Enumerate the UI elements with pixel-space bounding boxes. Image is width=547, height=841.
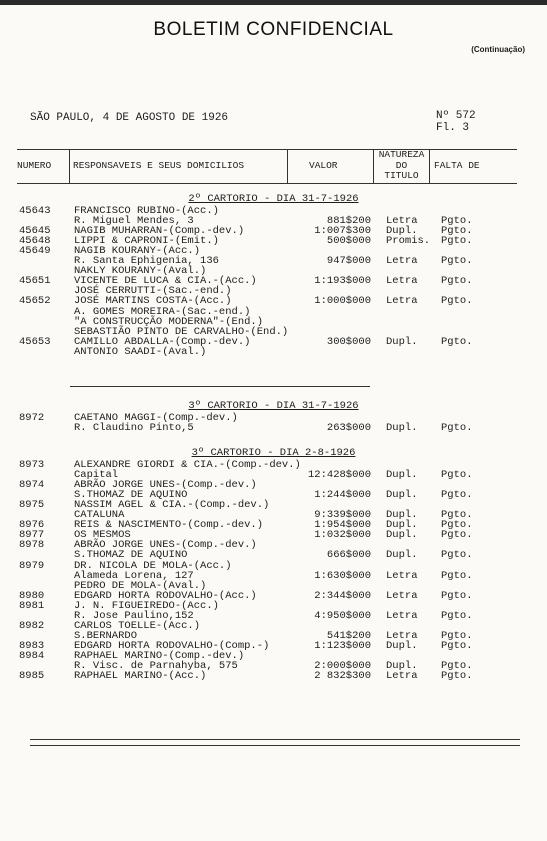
row-responsavel: S.THOMAZ DE AQUINO bbox=[74, 549, 188, 562]
row-number: 45653 bbox=[19, 335, 51, 348]
row-natureza: Dupl. bbox=[386, 549, 418, 562]
row-falta: Pgto. bbox=[441, 295, 473, 308]
row-falta: Pgto. bbox=[441, 469, 473, 482]
row-valor: 1:032$000 bbox=[314, 529, 371, 542]
row-falta: Pgto. bbox=[441, 215, 473, 228]
row-natureza: Letra bbox=[386, 609, 418, 622]
row-valor: 1:000$000 bbox=[314, 295, 371, 308]
row-responsavel: NAGIB MUHARRAN-(Comp.-dev.) bbox=[74, 225, 245, 238]
row-number: 45652 bbox=[19, 295, 51, 308]
row-responsavel: ABRÃO JORGE UNES-(Comp.-dev.) bbox=[74, 479, 257, 492]
row-valor: 1:193$000 bbox=[314, 275, 371, 288]
row-natureza: Dupl. bbox=[386, 489, 418, 502]
row-falta: Pgto. bbox=[441, 489, 473, 502]
row-responsavel: SEBASTIÃO PINTO DE CARVALHO-(End.) bbox=[74, 325, 289, 338]
row-falta: Pgto. bbox=[441, 639, 473, 652]
row-falta: Pgto. bbox=[441, 225, 473, 238]
column-separator bbox=[287, 149, 288, 183]
row-responsavel: S.THOMAZ DE AQUINO bbox=[74, 489, 188, 502]
row-natureza: Letra bbox=[386, 255, 418, 268]
row-valor: 947$000 bbox=[326, 255, 371, 268]
row-number: 8978 bbox=[19, 539, 45, 552]
row-falta: Pgto. bbox=[441, 609, 473, 622]
table-row bbox=[0, 346, 547, 359]
row-valor: 881$200 bbox=[326, 215, 371, 228]
row-responsavel: NASSIM AGEL & CIA.-(Comp.-dev.) bbox=[74, 499, 270, 512]
row-responsavel: Alameda Lorena, 127 bbox=[74, 569, 194, 582]
row-natureza: Letra bbox=[386, 670, 418, 683]
header-responsaveis: RESPONSAVEIS E SEUS DOMICILIOS bbox=[73, 160, 245, 171]
table-row bbox=[0, 670, 547, 683]
row-responsavel: CAMILLO ABDALLA-(Comp.-dev.) bbox=[74, 335, 251, 348]
row-falta: Pgto. bbox=[441, 519, 473, 532]
column-separator bbox=[429, 149, 430, 183]
scan-top-edge bbox=[0, 0, 547, 5]
row-valor: 2 832$300 bbox=[314, 670, 371, 683]
row-responsavel: ANTONIO SAADI-(Aval.) bbox=[74, 345, 207, 358]
column-separator bbox=[69, 149, 70, 183]
row-valor: 500$000 bbox=[326, 235, 371, 248]
row-valor: 1:244$000 bbox=[314, 489, 371, 502]
row-natureza: Dupl. bbox=[386, 509, 418, 522]
row-natureza: Dupl. bbox=[386, 469, 418, 482]
section-title-text: 3º CARTORIO - DIA 31-7-1926 bbox=[188, 400, 359, 412]
row-valor: 12:428$000 bbox=[307, 469, 371, 482]
row-responsavel: CAETANO MAGGI-(Comp.-dev.) bbox=[74, 412, 238, 424]
row-falta: Pgto. bbox=[441, 275, 473, 288]
row-valor: 300$000 bbox=[326, 335, 371, 348]
row-number: 45651 bbox=[19, 275, 51, 288]
dateline: SÃO PAULO, 4 DE AGOSTO DE 1926 bbox=[30, 112, 229, 124]
row-number: 45643 bbox=[19, 205, 51, 217]
row-responsavel: FRANCISCO RUBINO-(Acc.) bbox=[74, 205, 219, 217]
row-falta: Pgto. bbox=[441, 422, 473, 435]
row-number: 8982 bbox=[19, 619, 45, 632]
row-falta: Pgto. bbox=[441, 589, 473, 602]
table-header-top-rule bbox=[17, 149, 517, 150]
row-natureza: Letra bbox=[386, 589, 418, 602]
row-responsavel: RAPHAEL MARINO-(Acc.) bbox=[74, 670, 207, 683]
row-responsavel: LIPPI & CAPRONI-(Emit.) bbox=[74, 235, 219, 248]
row-responsavel: ABRÃO JORGE UNES-(Comp.-dev.) bbox=[74, 539, 257, 552]
row-number: 45649 bbox=[19, 245, 51, 258]
row-responsavel: "A CONSTRUCÇÃO MODERNA"-(End.) bbox=[74, 315, 264, 328]
row-natureza: Letra bbox=[386, 275, 418, 288]
row-responsavel: EDGARD HORTA RODOVALHO-(Acc.) bbox=[74, 589, 257, 602]
row-natureza: Dupl. bbox=[386, 529, 418, 542]
row-natureza: Promis. bbox=[386, 235, 431, 248]
row-responsavel: JOSÉ CERRUTTI-(Sac.-end.) bbox=[74, 285, 232, 298]
row-number: 8985 bbox=[19, 670, 45, 683]
row-valor: 666$000 bbox=[326, 549, 371, 562]
row-valor: 2:344$000 bbox=[314, 589, 371, 602]
row-responsavel: R. Jose Paulino,152 bbox=[74, 609, 194, 622]
row-responsavel: S.BERNARDO bbox=[74, 629, 138, 642]
row-falta: Pgto. bbox=[441, 549, 473, 562]
row-responsavel: EDGARD HORTA RODOVALHO-(Comp.-) bbox=[74, 639, 270, 652]
table-header-bottom-rule bbox=[17, 183, 517, 184]
row-natureza: Dupl. bbox=[386, 519, 418, 532]
row-number: 8977 bbox=[19, 529, 45, 542]
footer-rule bbox=[30, 739, 520, 740]
document-number-block bbox=[436, 110, 476, 134]
row-responsavel: CARLOS TOELLE-(Acc.) bbox=[74, 619, 201, 632]
row-responsavel: J. N. FIGUEIREDO-(Acc.) bbox=[74, 599, 219, 612]
row-falta: Pgto. bbox=[441, 509, 473, 522]
row-number: 8973 bbox=[19, 459, 45, 471]
row-valor: 263$000 bbox=[326, 422, 371, 435]
row-responsavel: Capital bbox=[74, 469, 119, 482]
header-valor: VALOR bbox=[309, 160, 338, 171]
table-row bbox=[0, 422, 547, 435]
row-falta: Pgto. bbox=[441, 529, 473, 542]
row-natureza: Letra bbox=[386, 215, 418, 228]
row-responsavel: R. Santa Ephigenia, 136 bbox=[74, 255, 219, 268]
row-number: 8983 bbox=[19, 639, 45, 652]
row-responsavel: CATALUNA bbox=[74, 509, 125, 522]
row-natureza: Dupl. bbox=[386, 225, 418, 238]
row-valor: 4:950$000 bbox=[314, 609, 371, 622]
row-responsavel: R. Claudino Pinto,5 bbox=[74, 422, 194, 435]
row-responsavel: ALEXANDRE GIORDI & CIA.-(Comp.-dev.) bbox=[74, 459, 301, 471]
row-responsavel: JOSÉ MARTINS COSTA-(Acc.) bbox=[74, 295, 232, 308]
row-valor: 1:954$000 bbox=[314, 519, 371, 532]
row-number: 8975 bbox=[19, 499, 45, 512]
row-natureza: Letra bbox=[386, 569, 418, 582]
row-responsavel: R. Miguel Mendes, 3 bbox=[74, 215, 194, 228]
section-title-text: 2º CARTORIO - DIA 31-7-1926 bbox=[188, 193, 359, 205]
section-end-rule bbox=[70, 386, 370, 387]
row-valor: 1:007$300 bbox=[314, 225, 371, 238]
row-falta: Pgto. bbox=[441, 629, 473, 642]
row-number: 45645 bbox=[19, 225, 51, 238]
row-responsavel: OS MESMOS bbox=[74, 529, 131, 542]
row-valor: 1:630$000 bbox=[314, 569, 371, 582]
row-number: 45648 bbox=[19, 235, 51, 248]
continuation-label: (Continuação) bbox=[471, 45, 525, 54]
row-falta: Pgto. bbox=[441, 670, 473, 683]
row-number: 8976 bbox=[19, 519, 45, 532]
row-responsavel: DR. NICOLA DE MOLA-(Acc.) bbox=[74, 559, 232, 572]
row-responsavel: PEDRO DE MOLA-(Aval.) bbox=[74, 579, 207, 592]
row-number: 8980 bbox=[19, 589, 45, 602]
row-responsavel: VICENTE DE LUCA & CIA.-(Acc.) bbox=[74, 275, 257, 288]
row-valor: 541$200 bbox=[326, 629, 371, 642]
row-number: 8972 bbox=[19, 412, 45, 424]
row-responsavel: R. Visc. de Parnahyba, 575 bbox=[74, 660, 238, 672]
row-responsavel: NAKLY KOURANY-(Aval.) bbox=[74, 265, 207, 278]
row-falta: Pgto. bbox=[441, 335, 473, 348]
header-natureza: NATUREZA DO TITULO bbox=[378, 149, 425, 181]
row-responsavel: RAPHAEL MARINO-(Comp.-dev.) bbox=[74, 649, 245, 662]
row-natureza: Dupl. bbox=[386, 422, 418, 435]
row-falta: Pgto. bbox=[441, 255, 473, 268]
row-number: 8981 bbox=[19, 599, 45, 612]
row-number: 8984 bbox=[19, 649, 45, 662]
footer-rule bbox=[30, 745, 520, 746]
header-falta: FALTA DE bbox=[434, 160, 480, 171]
row-valor: 2:000$000 bbox=[314, 660, 371, 672]
row-natureza: Dupl. bbox=[386, 660, 418, 672]
row-responsavel: A. GOMES MOREIRA-(Sac.-end.) bbox=[74, 305, 251, 318]
document-number: Nº 572 bbox=[436, 110, 476, 122]
row-valor: 1:123$000 bbox=[314, 639, 371, 652]
row-natureza: Letra bbox=[386, 629, 418, 642]
row-natureza: Dupl. bbox=[386, 639, 418, 652]
row-responsavel: NAGIB KOURANY-(Acc.) bbox=[74, 245, 201, 258]
row-natureza: Dupl. bbox=[386, 335, 418, 348]
row-number: 8979 bbox=[19, 559, 45, 572]
page-title: BOLETIM CONFIDENCIAL bbox=[153, 19, 394, 40]
page-number: Fl. 3 bbox=[436, 122, 470, 134]
row-natureza: Letra bbox=[386, 295, 418, 308]
row-valor: 9:339$000 bbox=[314, 509, 371, 522]
row-falta: Pgto. bbox=[441, 235, 473, 248]
header-numero: NUMERO bbox=[17, 160, 52, 171]
row-falta: Pgto. bbox=[441, 660, 473, 672]
section-title-text: 3º CARTORIO - DIA 2-8-1926 bbox=[191, 447, 356, 459]
row-responsavel: REIS & NASCIMENTO-(Comp.-dev.) bbox=[74, 519, 264, 532]
row-number: 8974 bbox=[19, 479, 45, 492]
row-falta: Pgto. bbox=[441, 569, 473, 582]
